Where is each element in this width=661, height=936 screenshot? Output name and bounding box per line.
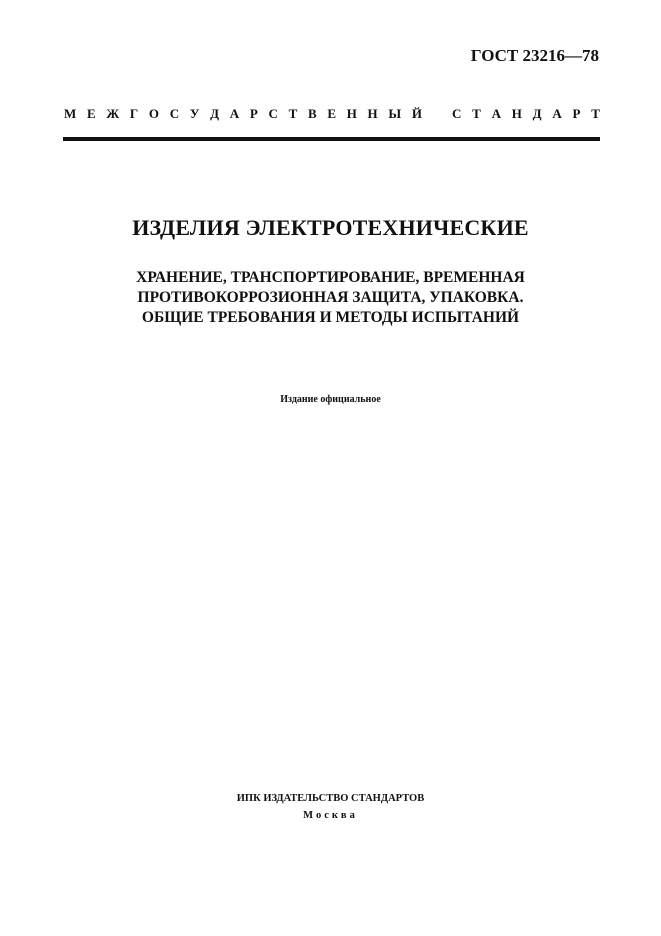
heading-letter: О	[148, 106, 160, 121]
heading-letter: С	[169, 106, 180, 121]
heading-letter: Г	[129, 106, 139, 121]
heading-letter: Н	[346, 106, 357, 121]
heading-letter: Н	[367, 106, 378, 121]
heading-letter: А	[229, 106, 240, 121]
heading-letter: Ы	[388, 106, 402, 121]
document-title: ИЗДЕЛИЯ ЭЛЕКТРОТЕХНИЧЕСКИЕ	[132, 215, 529, 240]
heading-letter: А	[491, 106, 501, 121]
heading-letter: Т	[591, 106, 600, 121]
heading-letter: Д	[210, 106, 220, 121]
heading-letter: Т	[288, 106, 298, 121]
heading-letter: Е	[327, 106, 336, 121]
heading-letter: Р	[572, 106, 581, 121]
heading-letter: У	[189, 106, 200, 121]
subtitle-line: ХРАНЕНИЕ, ТРАНСПОРТИРОВАНИЕ, ВРЕМЕННАЯ	[136, 269, 525, 286]
heading-letter: Н	[511, 106, 522, 121]
heading-letter: М	[64, 106, 77, 121]
heading-letter: Д	[532, 106, 542, 121]
heading-letter: В	[307, 106, 317, 121]
heading-letter: Р	[249, 106, 258, 121]
document-subtitle	[0, 268, 661, 328]
heading-letter: С	[268, 106, 278, 121]
heading-letter: Е	[86, 106, 96, 121]
publisher-name: ИПК ИЗДАТЕЛЬСТВО СТАНДАРТОВ	[236, 793, 425, 804]
heading-letter: Ж	[106, 106, 120, 121]
subtitle-line: ОБЩИЕ ТРЕБОВАНИЯ И МЕТОДЫ ИСПЫТАНИЙ	[141, 309, 520, 326]
heading-letter: С	[452, 106, 462, 121]
heading-letter: А	[552, 106, 562, 121]
header-rule	[63, 137, 600, 141]
standard-type-heading	[64, 106, 600, 122]
standard-type-word-1	[64, 106, 422, 122]
heading-letter: Й	[411, 106, 422, 121]
document-number: ГОСТ 23216—78	[470, 46, 599, 65]
heading-letter: Т	[472, 106, 481, 121]
subtitle-line: ПРОТИВОКОРРОЗИОННАЯ ЗАЩИТА, УПАКОВКА.	[137, 289, 524, 306]
publisher-city: Москва	[303, 810, 358, 821]
standard-type-word-2	[452, 106, 600, 122]
edition-note: Издание официальное	[280, 394, 381, 405]
